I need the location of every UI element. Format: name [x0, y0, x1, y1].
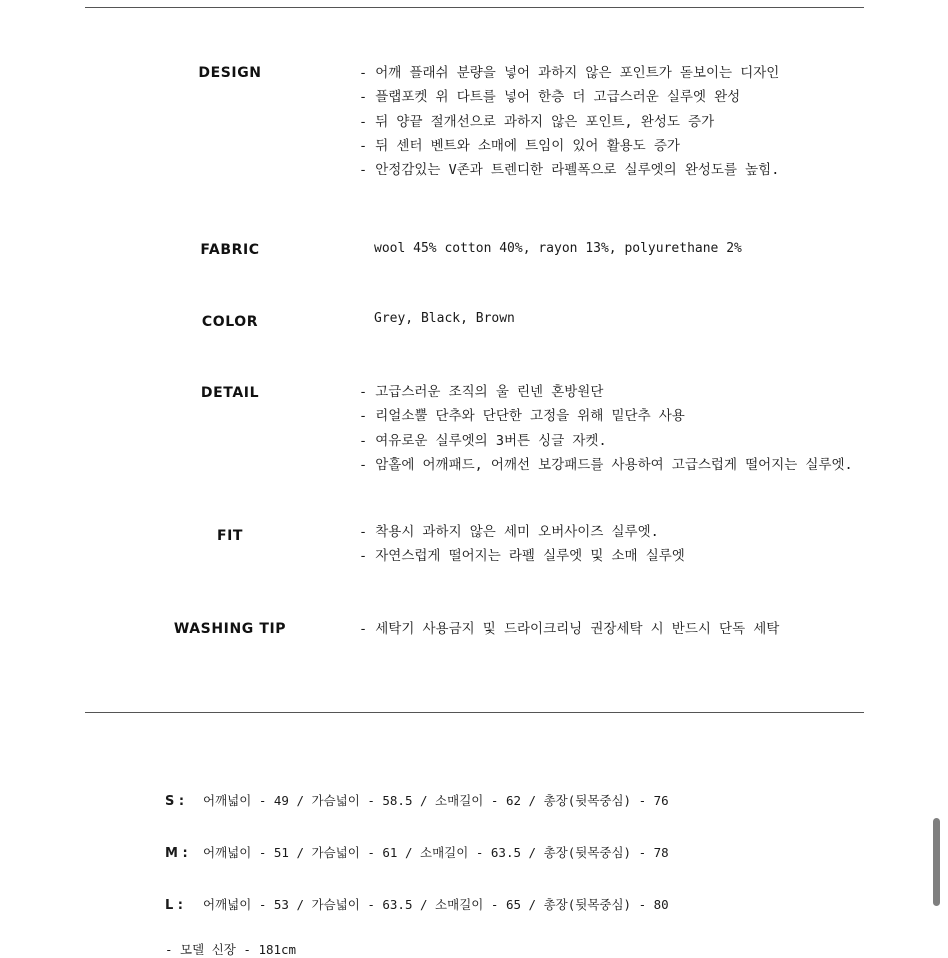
design-line: - 안정감있는 V존과 트렌디한 라펠폭으로 실루엣의 완성도를 높힘. [359, 162, 780, 179]
vertical-scrollbar[interactable] [933, 818, 940, 906]
size-key: S : [165, 794, 185, 809]
color-label: COLOR [201, 314, 259, 330]
design-list [359, 61, 779, 182]
model-info-line: - 모델 신장 - 181cm [165, 942, 297, 957]
middle-divider [85, 712, 864, 713]
design-line: - 어깨 플래쉬 분량을 넣어 과하지 않은 포인트가 돋보이는 디자인 [359, 65, 780, 81]
size-key: M : [165, 846, 188, 861]
detail-label: DETAIL [200, 385, 260, 401]
size-row-m [165, 843, 669, 861]
fabric-value: wool 45% cotton 40%, rayon 13%, polyurethane 2% [374, 241, 742, 256]
fit-label: FIT [216, 528, 244, 544]
detail-list [359, 380, 853, 477]
top-divider [85, 7, 864, 8]
detail-line: - 고급스러운 조직의 울 린넨 혼방원단 [359, 384, 604, 400]
design-line: - 플랩포켓 위 다트를 넣어 한층 더 고급스러운 실루엣 완성 [359, 89, 741, 106]
size-row-s [165, 791, 669, 809]
detail-line: - 여유로운 실루엣의 3버튼 싱글 자켓. [359, 432, 607, 449]
detail-line: - 리얼소뿔 단추와 단단한 고정을 위해 밑단추 사용 [359, 408, 685, 425]
size-measurements: 어깨넓이 - 53 / 가슴넓이 - 63.5 / 소매길이 - 65 / 총장(뒷목중심) - 80 [203, 897, 669, 912]
washing-list [359, 617, 779, 641]
size-key: L : [165, 898, 184, 913]
detail-line: - 암홀에 어깨패드, 어깨선 보강패드를 사용하여 고급스럽게 떨어지는 실루엣. [359, 456, 853, 473]
design-label: DESIGN [198, 65, 262, 81]
fit-line: - 자연스럽게 떨어지는 라펠 실루엣 및 소매 실루엣 [359, 548, 685, 565]
washing-line: - 세탁기 사용금지 및 드라이크리닝 권장세탁 시 반드시 단독 세탁 [359, 621, 780, 637]
design-line: - 뒤 양끝 절개선으로 과하지 않은 포인트, 완성도 증가 [359, 113, 715, 130]
washing-label: WASHING TIP [173, 621, 287, 637]
fit-line: - 착용시 과하지 않은 세미 오버사이즈 실루엣. [359, 524, 659, 540]
size-measurements: 어깨넓이 - 51 / 가슴넓이 - 61 / 소매길이 - 63.5 / 총장(뒷목중심) - 78 [203, 845, 669, 860]
design-line: - 뒤 센터 벤트와 소매에 트임이 있어 활용도 증가 [359, 137, 680, 154]
color-value: Grey, Black, Brown [374, 311, 515, 326]
fit-list [359, 520, 685, 569]
fabric-label: FABRIC [200, 242, 260, 258]
size-measurements: 어깨넓이 - 49 / 가슴넓이 - 58.5 / 소매길이 - 62 / 총장(뒷목중심) - 76 [203, 793, 669, 808]
size-row-l [165, 895, 669, 913]
